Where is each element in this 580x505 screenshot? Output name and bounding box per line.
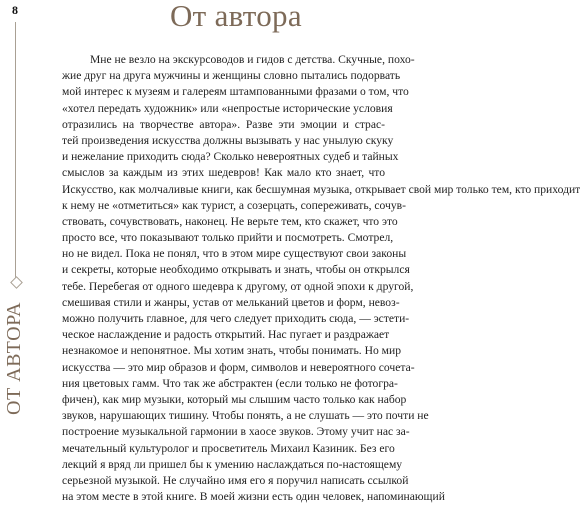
body-text-line: ческое наслаждение и радость открытий. Нас пугает и раздражает bbox=[62, 328, 390, 342]
body-text-line: построение музыкальной гармонии в хаосе звуков. Этому учит нас за- bbox=[62, 425, 410, 439]
decorative-rule bbox=[15, 22, 16, 280]
page-margin bbox=[0, 0, 34, 420]
body-text-line: тей произведения искусства должны вызывать у нас унылую скуку bbox=[62, 133, 394, 147]
body-text-line: но не видел. Пока не понял, что в этом мире существуют свои законы bbox=[62, 247, 407, 261]
body-text-line: к нему не «отметиться» как турист, а созерцать, сопереживать, сочув- bbox=[62, 198, 407, 212]
body-text-line: жие друг на друга мужчины и женщины словно пытались подорвать bbox=[62, 69, 401, 83]
body-text-line: просто все, что показывают только прийти и посмотреть. Смотрел, bbox=[62, 231, 394, 245]
body-text-line: смешивая стили и жанры, устав от мельканий цветов и форм, невоз- bbox=[62, 295, 400, 309]
body-text-line: Искусство, как молчаливые книги, как бесшумная музыка, открывает свой мир только тем, кто приходит bbox=[62, 182, 580, 196]
body-text-line: и секреты, которые необходимо открывать и знать, чтобы он открылся bbox=[62, 263, 410, 277]
body-text-line: мой интерес к музеям и галереям штампованными фразами о том, что bbox=[62, 85, 409, 99]
chapter-title: От автора bbox=[170, 0, 302, 33]
body-text-line: ствовать, сочувствовать, наконец. Не верьте тем, кто скажет, что это bbox=[62, 214, 398, 228]
body-text-line: отразились на творчестве автора». Разве эти эмоции и страс- bbox=[62, 117, 385, 131]
body-text-line: лекций я вряд ли пришел бы к умению наслаждаться по-настоящему bbox=[62, 457, 403, 471]
decorative-diamond-icon bbox=[10, 276, 23, 289]
body-text-line: ния цветовых гамм. Что так же абстрактен (если только не фотогра- bbox=[62, 376, 398, 390]
body-text bbox=[62, 52, 580, 505]
body-text-line: и нежелание приходить сюда? Сколько невероятных судеб и тайных bbox=[62, 150, 399, 164]
body-text-line: «хотел передать художник» или «непростые исторические условия bbox=[62, 101, 393, 115]
body-text-line: можно получить главное, для чего следует приходить сюда, — эстети- bbox=[62, 312, 410, 325]
body-text-line: мечательный культуролог и просветитель Михаил Казиник. Без его bbox=[62, 441, 395, 455]
body-text-line: тебе. Перебегая от одного шедевра к другому, от одной эпохи к другой, bbox=[62, 279, 414, 293]
body-text-line: Мне не везло на экскурсоводов и гидов с детства. Скучные, похо- bbox=[90, 53, 415, 66]
body-text-line: незнакомое и непонятное. Мы хотим знать, чтобы понимать. Но мир bbox=[62, 344, 401, 358]
page-number: 8 bbox=[12, 3, 18, 17]
body-text-line: искусства — это мир образов и форм, символов и невероятного сочета- bbox=[62, 360, 415, 374]
running-title: ОТ АВТОРА bbox=[3, 301, 25, 415]
body-text-line: смыслов за каждым из этих шедевров! Как мало кто знает, что bbox=[62, 166, 385, 180]
body-text-line: фичен), как мир музыки, который мы слышим часто только как набор bbox=[62, 392, 407, 406]
body-text-line: на этом месте в этой книге. В моей жизни есть один человек, напоминающий bbox=[62, 490, 445, 504]
body-text-line: серьезной музыкой. Не случайно имя его я поручил написать ссылкой bbox=[62, 473, 409, 487]
body-text-line: звуков, нарушающих тишину. Чтобы понять, а не слушать — это почти не bbox=[62, 409, 429, 423]
